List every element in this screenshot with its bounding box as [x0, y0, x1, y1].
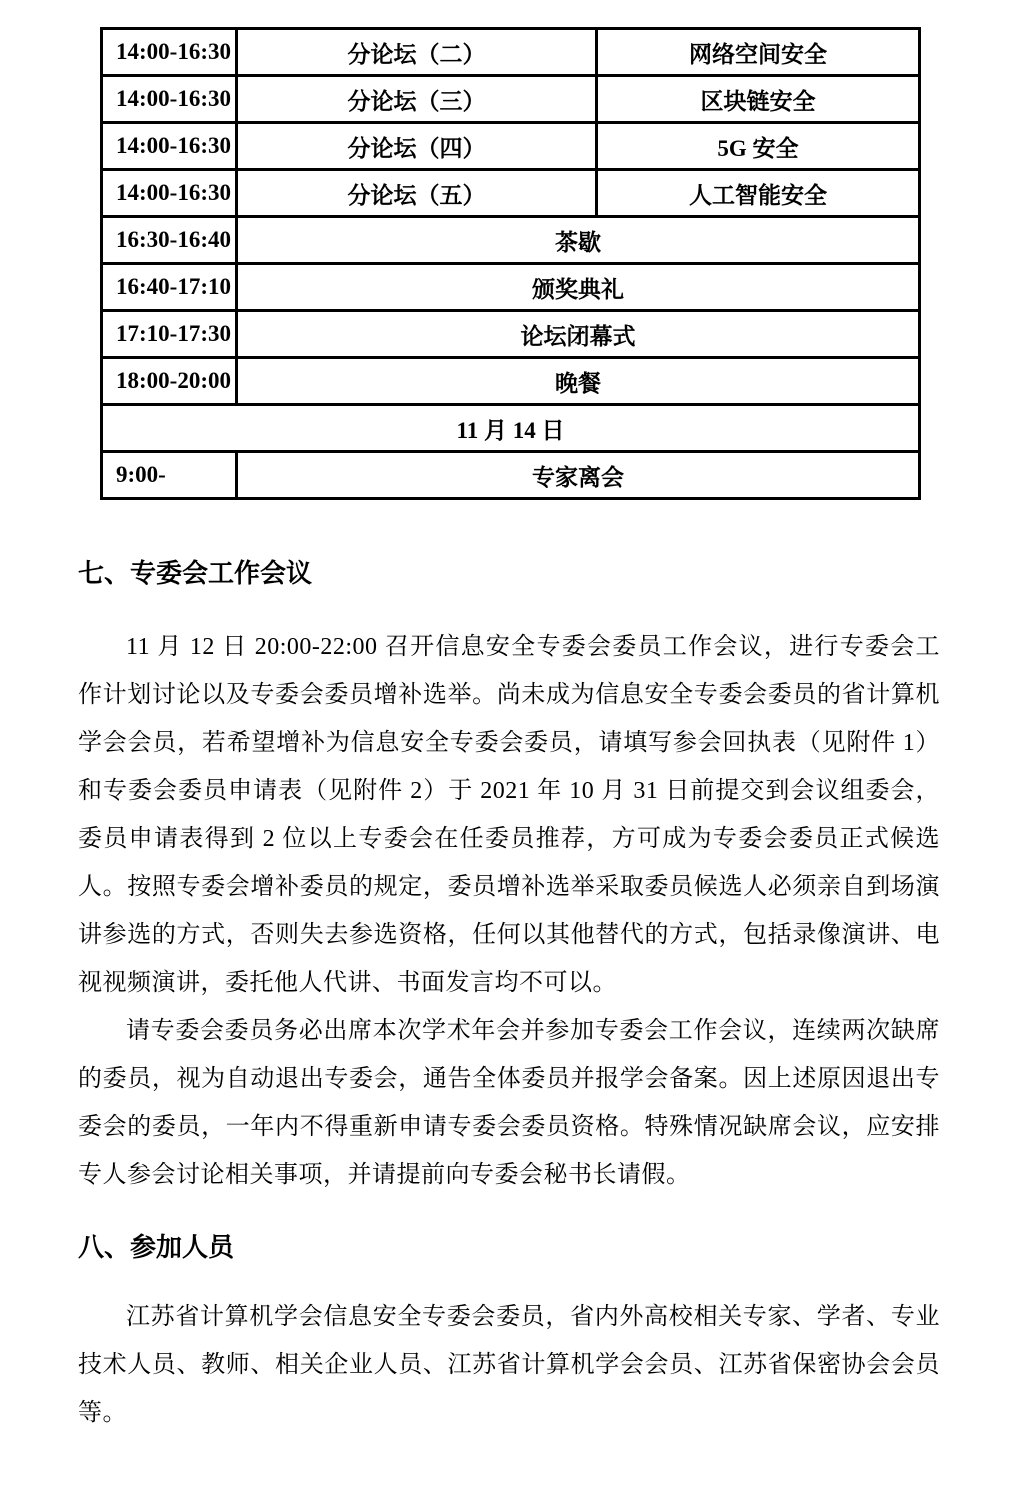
event-cell: 茶歇: [237, 217, 920, 264]
session-cell: 分论坛（二）: [237, 29, 597, 76]
topic-cell: 人工智能安全: [597, 170, 920, 217]
topic-cell: 区块链安全: [597, 76, 920, 123]
event-cell: 颁奖典礼: [237, 264, 920, 311]
session-cell: 分论坛（三）: [237, 76, 597, 123]
time-cell: 18:00-20:00: [102, 358, 237, 405]
time-cell: 14:00-16:30: [102, 170, 237, 217]
event-cell: 论坛闭幕式: [237, 311, 920, 358]
section-7-paragraph-2: 请专委会委员务必出席本次学术年会并参加专委会工作会议，连续两次缺席的委员，视为自动退出专委会，通告全体委员并报学会备案。因上述原因退出专委会的委员，一年内不得重新申请专委会委员资格。特殊情况缺席会议，应安排专人参会讨论相关事项，并请提前向专委会秘书长请假。: [78, 1018, 940, 1188]
topic-cell: 5G 安全: [597, 123, 920, 170]
table-row: [102, 264, 920, 311]
event-cell: 专家离会: [237, 452, 920, 499]
time-cell: 14:00-16:30: [102, 123, 237, 170]
topic-cell: 网络空间安全: [597, 29, 920, 76]
section-8-paragraph-1: 江苏省计算机学会信息安全专委会委员，省内外高校相关专家、学者、专业技术人员、教师、相关企业人员、江苏省计算机学会会员、江苏省保密协会会员等。: [78, 1304, 940, 1426]
table-row: [102, 452, 920, 499]
schedule-table: [100, 27, 921, 500]
session-cell: 分论坛（五）: [237, 170, 597, 217]
section-7-paragraph-1: 11 月 12 日 20:00-22:00 召开信息安全专委会委员工作会议，进行专委会工作计划讨论以及专委会委员增补选举。尚未成为信息安全专委会委员的省计算机学会会员，若希望增补为信息安全专委会委员，请填写参会回执表（见附件 1）和专委会委员申请表（见附件 2）于 2021 年 10 月 31 日前提交到会议组委会，委员申请表得到 2 位以上专委会在任委员推荐，方可成为专委会委员正式候选人。按照专委会增补委员的规定，委员增补选举采取委员候选人必须亲自到场演讲参选的方式，否则失去参选资格，任何以其他替代的方式，包括录像演讲、电视视频演讲，委托他人代讲、书面发言均不可以。: [78, 634, 940, 996]
table-row: [102, 217, 920, 264]
time-cell: 14:00-16:30: [102, 76, 237, 123]
section-8-heading: 八、参加人员: [78, 1232, 235, 1262]
table-row: [102, 29, 920, 76]
table-row: [102, 311, 920, 358]
time-cell: 17:10-17:30: [102, 311, 237, 358]
table-row: [102, 405, 920, 452]
time-cell: 16:30-16:40: [102, 217, 237, 264]
event-cell: 晚餐: [237, 358, 920, 405]
section-7-heading: 七、专委会工作会议: [78, 558, 313, 588]
time-cell: 16:40-17:10: [102, 264, 237, 311]
table-row: [102, 123, 920, 170]
time-cell: 9:00-: [102, 452, 237, 499]
date-header-cell: 11 月 14 日: [102, 405, 920, 452]
table-row: [102, 76, 920, 123]
session-cell: 分论坛（四）: [237, 123, 597, 170]
table-row: [102, 358, 920, 405]
time-cell: 14:00-16:30: [102, 29, 237, 76]
table-row: [102, 170, 920, 217]
